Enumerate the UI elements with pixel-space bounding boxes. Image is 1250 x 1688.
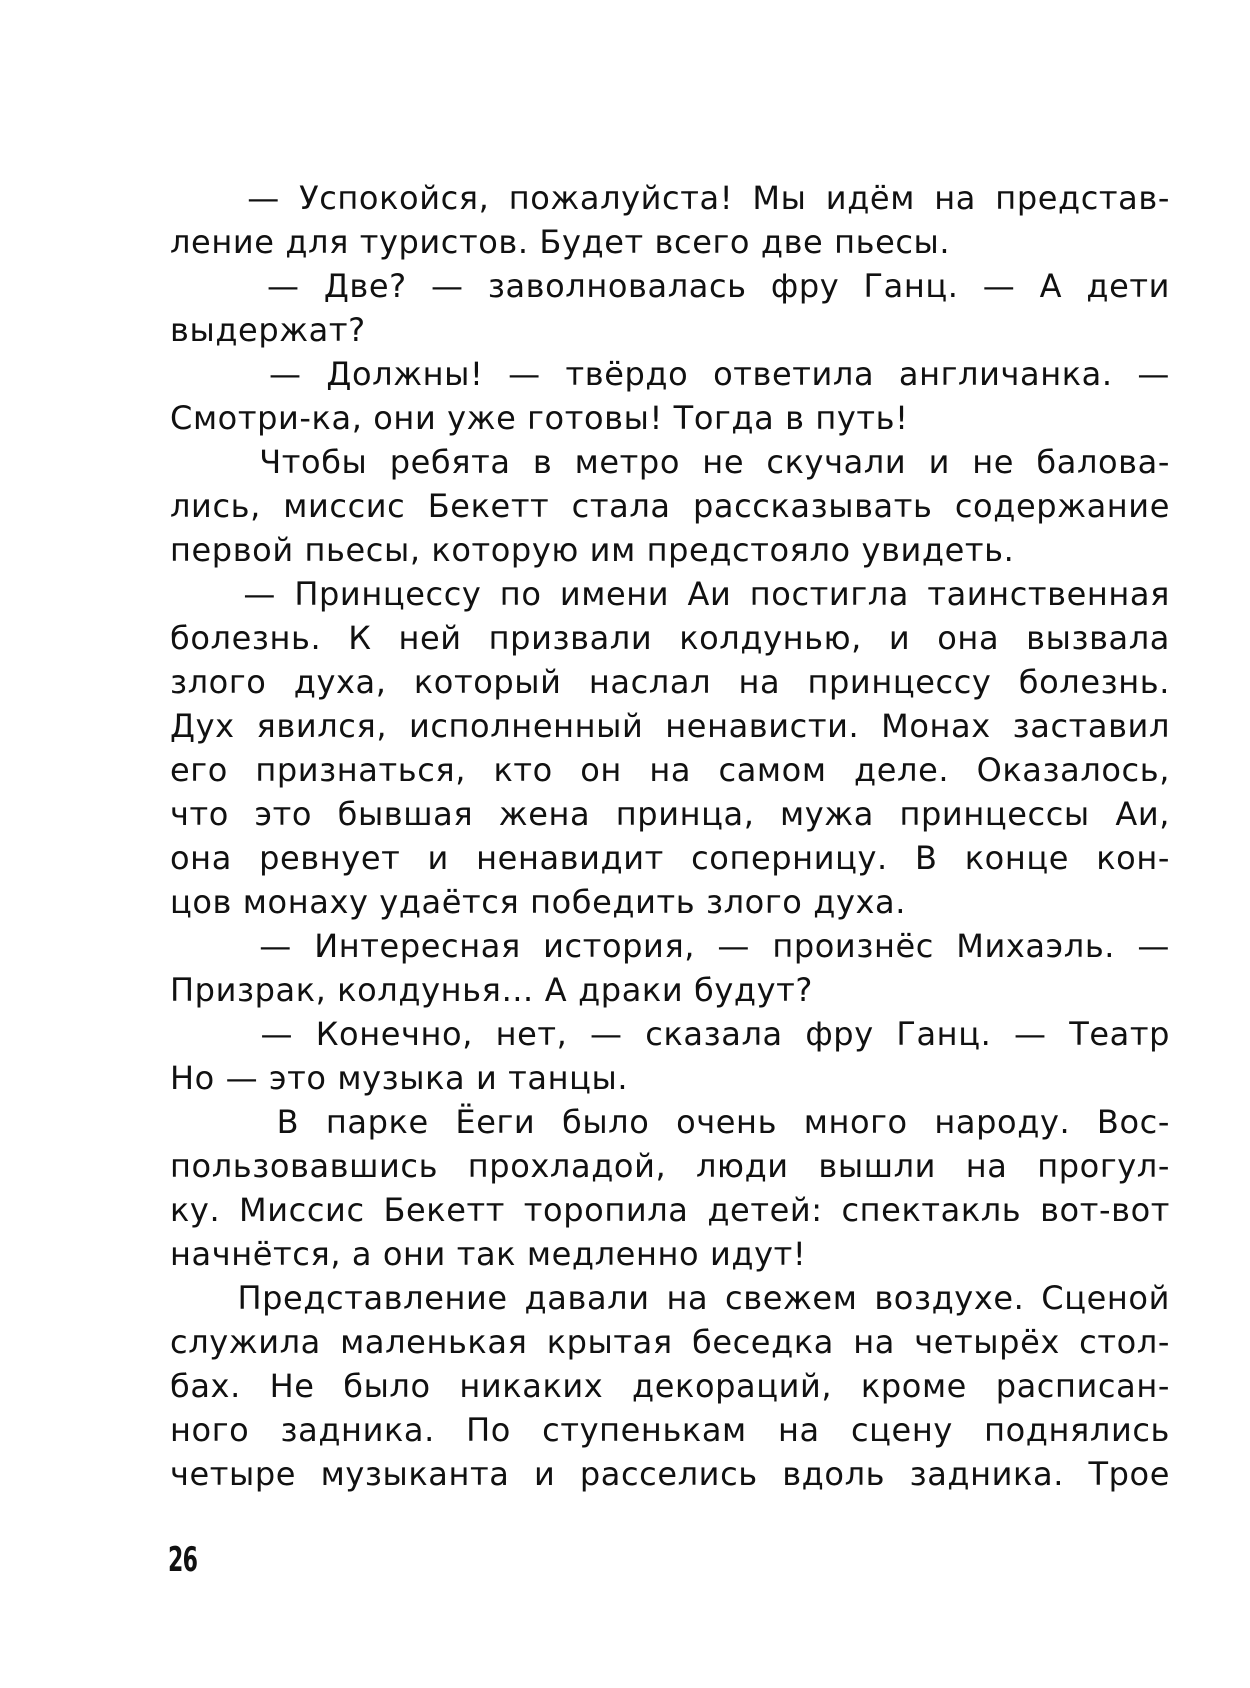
text-line: Смотри-ка, они уже готовы! Тогда в путь! (170, 399, 909, 437)
paragraph (170, 264, 1170, 352)
text-line: Чтобы ребята в метро не скучали и не балова- (170, 443, 1170, 481)
text-line: — Успокойся, пожалуйста! Мы идём на представ- (170, 179, 1170, 217)
text-line: начнётся, а они так медленно идут! (170, 1235, 807, 1273)
body-text (170, 176, 1170, 1496)
paragraph (170, 572, 1170, 924)
text-line: цов монаху удаётся победить злого духа. (170, 883, 907, 921)
text-line: — Интересная история, — произнёс Михаэль. — (170, 927, 1170, 965)
text-line: — Принцессу по имени Аи постигла таинственная (170, 575, 1170, 613)
paragraph (170, 1012, 1170, 1100)
text-line: болезнь. К ней призвали колдунью, и она вызвала (170, 619, 1170, 657)
text-line: Призрак, колдунья… А драки будут? (170, 971, 813, 1009)
text-line: ку. Миссис Бекетт торопила детей: спектакль вот-вот (170, 1191, 1170, 1229)
text-line: — Две? — заволновалась фру Ганц. — А дети (170, 267, 1170, 305)
text-line: ление для туристов. Будет всего две пьесы. (170, 223, 951, 261)
text-line: Дух явился, исполненный ненависти. Монах заставил (170, 707, 1170, 745)
text-line: лись, миссис Бекетт стала рассказывать содержание (170, 487, 1170, 525)
text-line: — Должны! — твёрдо ответила англичанка. — (170, 355, 1170, 393)
page-number: 26 (168, 1540, 198, 1580)
paragraph (170, 924, 1170, 1012)
text-line: его признаться, кто он на самом деле. Оказалось, (170, 751, 1170, 789)
text-line: злого духа, который наслал на принцессу болезнь. (170, 663, 1170, 701)
text-line: В парке Ёеги было очень много народу. Вос- (170, 1103, 1170, 1141)
text-line: четыре музыканта и расселись вдоль задника. Трое (170, 1455, 1170, 1493)
text-line: Представление давали на свежем воздухе. Сценой (170, 1279, 1170, 1317)
paragraph (170, 1276, 1170, 1496)
text-line: она ревнует и ненавидит соперницу. В конце кон- (170, 839, 1170, 877)
text-line: бах. Не было никаких декораций, кроме расписан- (170, 1367, 1170, 1405)
text-line: ного задника. По ступенькам на сцену поднялись (170, 1411, 1170, 1449)
paragraph (170, 1100, 1170, 1276)
text-line: первой пьесы, которую им предстояло увидеть. (170, 531, 1015, 569)
text-line: пользовавшись прохладой, люди вышли на прогул- (170, 1147, 1170, 1185)
text-line: — Конечно, нет, — сказала фру Ганц. — Театр (170, 1015, 1170, 1053)
paragraph (170, 352, 1170, 440)
text-line: служила маленькая крытая беседка на четырёх стол- (170, 1323, 1170, 1361)
text-line: что это бывшая жена принца, мужа принцессы Аи, (170, 795, 1170, 833)
text-line: выдержат? (170, 311, 366, 349)
text-line: Но — это музыка и танцы. (170, 1059, 629, 1097)
paragraph (170, 176, 1170, 264)
paragraph (170, 440, 1170, 572)
